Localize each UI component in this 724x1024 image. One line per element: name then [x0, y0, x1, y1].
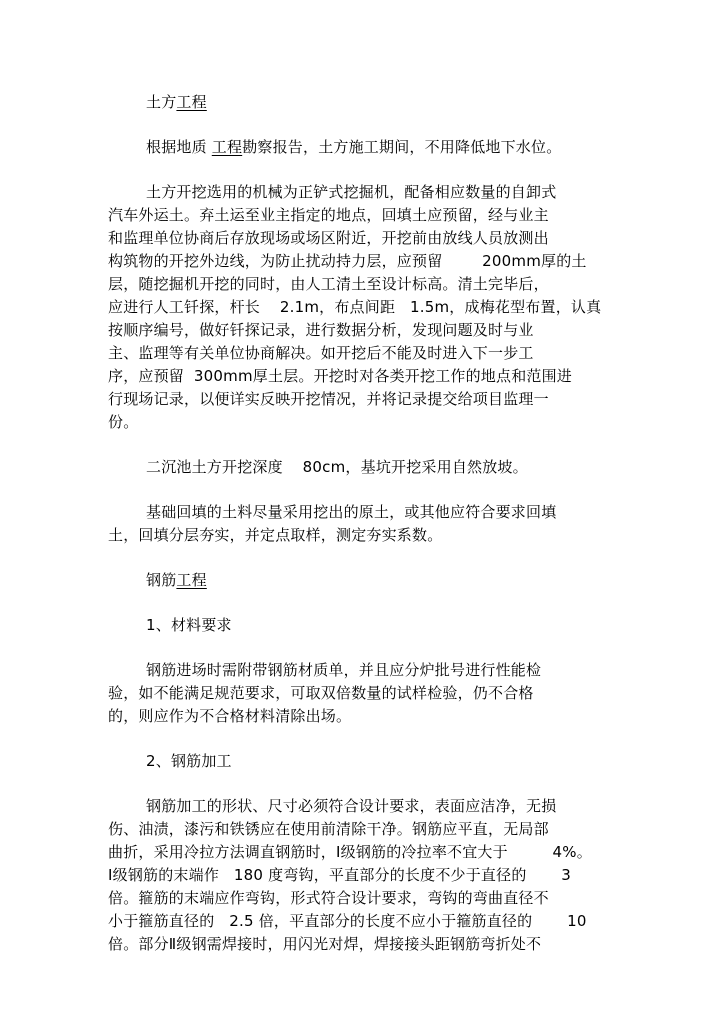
paragraph-line: 份。	[108, 413, 139, 431]
paragraph-line: 倍。部分Ⅱ级钢需焊接时，用闪光对焊，焊接接头距钢筋弯折处不	[108, 935, 542, 953]
paragraph-line: 汽车外运土。弃土运至业主指定的地点，回填土应预留，经与业主	[108, 206, 549, 224]
paragraph-clarifier: 二沉池土方开挖深度 80cm，基坑开挖采用自然放坡。	[146, 458, 528, 476]
heading-rebar-prefix: 钢筋	[146, 571, 177, 589]
paragraph-line: 验，如不能满足规范要求，可取双倍数量的试样检验，仍不合格	[108, 684, 534, 702]
paragraph-line: 倍。箍筋的末端应作弯钩，形式符合设计要求，弯钩的弯曲直径不	[108, 889, 549, 907]
paragraph-line: 钢筋加工的形状、尺寸必须符合设计要求，表面应洁净，无损	[146, 797, 557, 815]
paragraph-line: 序，应预留 300mm厚土层。开挖时对各类开挖工作的地点和范围进	[108, 367, 572, 385]
paragraph-line: 基础回填的土料尽量采用挖出的原土，或其他应符合要求回填	[146, 503, 557, 521]
paragraph-geology-part-c: 勘察报告，土方施工期间，不用降低地下水位。	[242, 138, 562, 156]
paragraph-geology-part-a: 根据地质	[146, 138, 207, 156]
paragraph-line: 钢筋进场时需附带钢筋材质单，并且应分炉批号进行性能检	[146, 661, 542, 679]
paragraph-line: 构筑物的开挖外边线，为防止扰动持力层，应预留 200mm厚的土	[108, 252, 587, 270]
paragraph-line: 伤、油渍，漆污和铁锈应在使用前清除干净。钢筋应平直，无局部	[108, 820, 549, 838]
paragraph-line: 应进行人工钎探，杆长 2.1m，布点间距 1.5m，成梅花型布置，认真	[108, 298, 602, 316]
paragraph-line: 土，回填分层夯实，并定点取样，测定夯实系数。	[108, 526, 443, 544]
paragraph-geology	[146, 137, 561, 157]
paragraph-line: 主、监理等有关单位协商解决。如开挖后不能及时进入下一步工	[108, 344, 534, 362]
paragraph-line: 行现场记录，以便详实反映开挖情况，并将记录提交给项目监理一	[108, 390, 549, 408]
paragraph-line: 按顺序编号，做好钎探记录，进行数据分析，发现问题及时与业	[108, 321, 534, 339]
paragraph-line: 和监理单位协商后存放现场或场区附近，开挖前由放线人员放测出	[108, 229, 549, 247]
heading-rebar	[146, 570, 207, 590]
paragraph-line: 曲折，采用冷拉方法调直钢筋时，Ⅰ级钢筋的冷拉率不宜大于 4%。	[108, 843, 592, 861]
paragraph-geology-underlined: 工程	[211, 138, 243, 156]
subheading-materials: 1、材料要求	[146, 616, 232, 634]
heading-rebar-underlined: 工程	[176, 571, 207, 589]
subheading-processing: 2、钢筋加工	[146, 752, 232, 770]
paragraph-line: 的，则应作为不合格材料清除出场。	[108, 707, 352, 725]
heading-earthwork-underlined: 工程	[176, 93, 207, 111]
heading-earthwork	[146, 92, 207, 112]
heading-earthwork-prefix: 土方	[146, 93, 177, 111]
paragraph-line: 土方开挖选用的机械为正铲式挖掘机，配备相应数量的自卸式	[146, 183, 557, 201]
paragraph-line: 小于箍筋直径的 2.5 倍，平直部分的长度不应小于箍筋直径的 10	[108, 912, 587, 930]
paragraph-line: Ⅰ级钢筋的末端作 180 度弯钩，平直部分的长度不少于直径的 3	[108, 866, 572, 884]
paragraph-line: 层，随挖掘机开挖的同时，由人工清土至设计标高。清土完毕后，	[108, 275, 549, 293]
